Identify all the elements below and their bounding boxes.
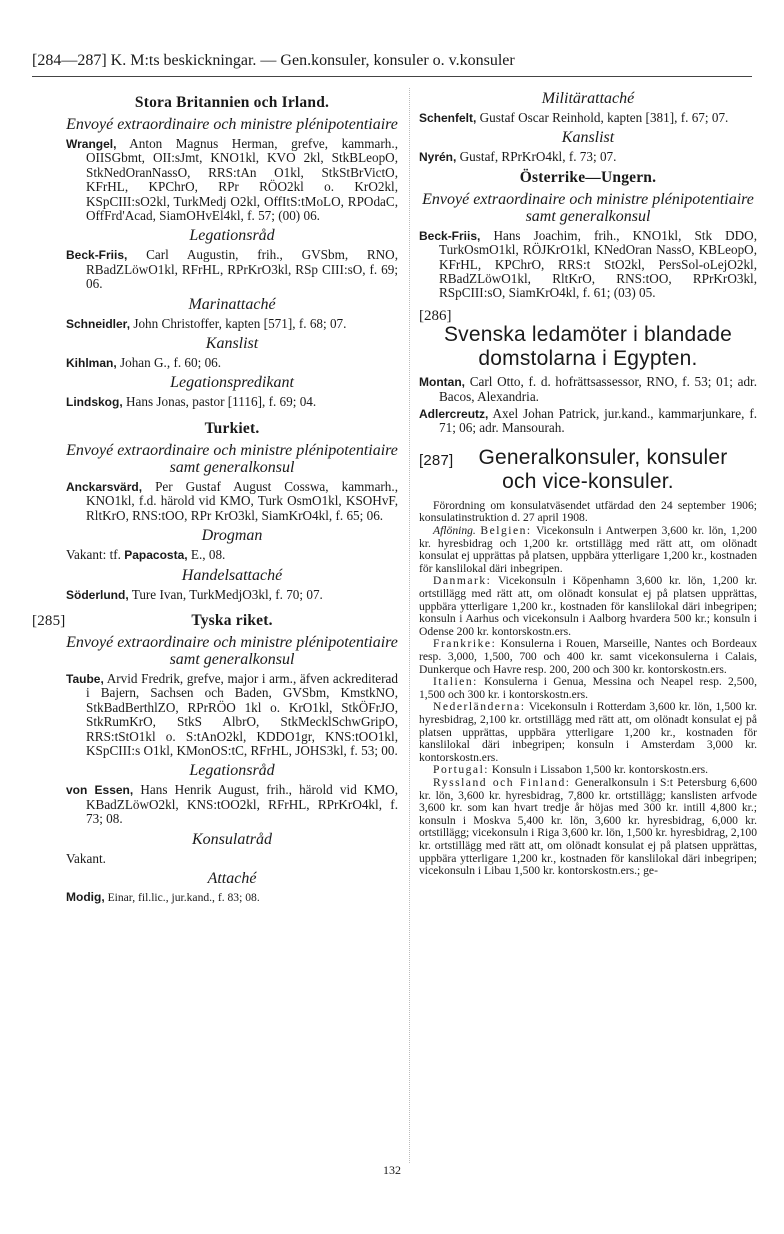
- subhead-gb-envoy: Envoyé extraordinaire och ministre plénipotentiaire: [66, 116, 398, 133]
- subhead-gb-marinattache: Marinattaché: [188, 295, 276, 313]
- label-country: Ryssland och Finland:: [433, 775, 571, 789]
- entry-adlercreutz: [419, 407, 757, 436]
- section-ref: [287]: [419, 451, 454, 469]
- entry-name: Montan,: [419, 375, 465, 390]
- section-title-tyska: [32, 611, 398, 630]
- entry-text: Ture Ivan, TurkMedjO3kl, f. 70; 07.: [131, 586, 323, 602]
- section-ref: [286]: [419, 307, 452, 324]
- entry-name: Taube,: [66, 671, 104, 686]
- label-country: Nederländerna:: [433, 700, 526, 714]
- right-column: [419, 90, 757, 878]
- entry-name: Beck-Friis,: [66, 248, 128, 263]
- entry-text: Gustaf Oscar Reinhold, kapten [381], f. 67; 07.: [479, 110, 729, 125]
- entry-name: Wrangel,: [66, 137, 117, 151]
- entry-nyren: [419, 150, 757, 164]
- entry-beck-friis-carl: [66, 248, 398, 291]
- running-header: [284—287] K. M:ts beskickningar. — Gen.konsuler, konsuler o. v.konsuler: [32, 52, 515, 69]
- vakant-prefix: Vakant: tf.: [66, 547, 121, 563]
- subhead-kanslist: Kanslist: [561, 129, 615, 147]
- entry-name: Söderlund,: [66, 587, 129, 602]
- entry-name: Beck-Friis,: [419, 228, 481, 243]
- entry-name: Schneidler,: [66, 316, 131, 331]
- entry-soderlund: [66, 588, 398, 602]
- entry-text: Carl Otto, f. d. hofrättsassessor, RNO, f. 53; 01; adr. Bacos, Alexandria.: [439, 374, 757, 404]
- subhead-militarattache: Militärattaché: [541, 90, 635, 107]
- subhead-tr-drogman: Drogman: [201, 527, 263, 545]
- entry-text: E., 08.: [190, 547, 226, 563]
- entry-name: von Essen,: [66, 783, 134, 798]
- entry-name: Lindskog,: [66, 395, 123, 410]
- subhead-de-legationsrad: Legationsråd: [189, 762, 275, 780]
- section-ref: [285]: [32, 612, 66, 629]
- entry-name: Modig,: [66, 889, 105, 904]
- section-title-egypten-2: domstolarna i Egypten.: [478, 347, 698, 371]
- para-italien: [419, 676, 757, 701]
- entry-lindskog: [66, 395, 398, 409]
- konsul-text-block: [419, 500, 757, 878]
- subhead-gb-legationsrad: Legationsråd: [189, 227, 275, 245]
- entry-schenfelt: [419, 111, 757, 125]
- subhead-gb-legationspredikant: Legationspredikant: [170, 374, 294, 392]
- para-danmark: [419, 575, 757, 638]
- label-country: Belgien:: [480, 524, 532, 538]
- subhead-au-envoy: Envoyé extraordinaire och ministre plénipotentiaire samt generalkonsul: [422, 190, 754, 225]
- para-text: Vicekonsuln i Köpenhamn 3,600 kr. lön, 1,200 kr. ortstillägg med rätt att, om olönadt konsulat ej på platsen upprättas, uppbära ytterligare 1,200 kr., kostnaden för kanslilokal däri inbegripen; konsuln i Aarhus och vicekonsuln i Aalborg hvardera 500 kr.; konsuln i Odense 200 kr. kontorskostn.ers.: [419, 574, 757, 638]
- section-title-gb: Stora Britannien och Irland.: [134, 94, 330, 111]
- section-title-generalkonsuler-1: [419, 446, 757, 470]
- section-title-text: Generalkonsuler, konsuler: [478, 445, 728, 469]
- label-country: Portugal:: [433, 763, 490, 777]
- header-rule: [32, 76, 752, 77]
- entry-text: Gustaf, RPrKrO4kl, f. 73; 07.: [459, 149, 617, 165]
- subhead-tr-handelsattache: Handelsattaché: [181, 566, 283, 584]
- para-text: Konsulerna i Rouen, Marseille, Nantes och Bordeaux resp. 3,000, 1,500, 700 och 400 kr. samt vicekonsulerna i Calais, Dunkerque och Havre resp. 200, 200 och 300 kr. kontorskostn.ers.: [419, 637, 757, 676]
- entry-text: Einar, fil.lic., jur.kand., f. 83; 08.: [107, 890, 260, 904]
- section-title-text: Tyska riket.: [191, 611, 273, 629]
- entry-text: Axel Johan Patrick, jur.kand., kammarjunkare, f. 71; 06; adr. Mansourah.: [439, 406, 758, 436]
- section-ref-286: [419, 309, 757, 323]
- entry-name: Schenfelt,: [419, 111, 477, 125]
- label-country: Frankrike:: [433, 637, 497, 651]
- entry-von-essen: [66, 783, 398, 826]
- label-country: Italien:: [433, 675, 478, 689]
- entry-beck-friis-hans: [419, 229, 757, 301]
- entry-taube: [66, 672, 398, 758]
- section-title-osterrike: Österrike—Ungern.: [519, 168, 657, 186]
- para-text: Konsulerna i Genua, Messina och Neapel resp. 2,500, 1,500 och 300 kr. i kontorskostn.ers.: [419, 675, 757, 701]
- para-ryssland: [419, 777, 757, 878]
- column-divider: [409, 88, 410, 1163]
- entry-name: Anckarsvärd,: [66, 479, 143, 494]
- entry-name: Kihlman,: [66, 356, 117, 371]
- entry-name: Papacosta,: [124, 548, 188, 563]
- para-forordning: Förordning om konsulatväsendet utfärdad den 24 september 1906; konsulatinstruktion d. 27 april 1908.: [419, 498, 757, 525]
- label-country: Danmark:: [433, 574, 492, 588]
- section-title-egypten-1: Svenska ledamöter i blandade: [443, 323, 733, 347]
- entry-name: Adlercreutz,: [419, 407, 489, 422]
- para-belgien: [419, 525, 757, 575]
- entry-kihlman: [66, 356, 398, 370]
- entry-text: Johan G., f. 60; 06.: [119, 355, 222, 371]
- para-text: Vicekonsuln i Rotterdam 3,600 kr. lön, 1,500 kr. hyresbidrag, 2,100 kr. ortstillägg med rätt att, om olönadt konsulat ej på platsen upprättas, uppbära ytterligare 1,200 kr., kostnaden för kanslilokal däri inbegripen; konsuln i Amsterdam 3,000 kr. kontorskostn.ers.: [419, 700, 757, 764]
- para-text: Vicekonsuln i Antwerpen 3,600 kr. lön, 1,200 kr. hyresbidrag och 1,200 kr. ortstillägg med rätt att, om olönadt konsulat ej upprättas på platsen, uppbära ytterligare 1,200 kr., kostnaden för kanslilokal däri inbegripen.: [419, 524, 757, 575]
- subhead-tr-envoy: Envoyé extraordinaire och ministre plénipotentiaire samt generalkonsul: [66, 441, 398, 476]
- para-frankrike: [419, 638, 757, 676]
- subhead-de-konsulatrad: Konsulatråd: [191, 830, 272, 848]
- entry-text: Hans Joachim, frih., KNO1kl, Stk DDO, TurkOsmO1kl, RÖJKrO1kl, KNedOran NassO, KBLeopO, KFrHL, KPChrO, RRS:t StO2kl, PersSol-oLejO2kl, RBadZLöwO1kl, RltKrO, RNS:tOO, RPrKrO3kl, RSpCIII:sO, SiamKrO4kl, f. 61; (03) 05.: [439, 227, 757, 301]
- page-number: 132: [383, 1163, 401, 1177]
- entry-anckarsvard: [66, 480, 398, 523]
- section-title-generalkonsuler-2: och vice-konsuler.: [502, 469, 674, 493]
- left-column: [32, 90, 399, 908]
- entry-papacosta: [66, 548, 398, 562]
- entry-text: Hans Jonas, pastor [1116], f. 69; 04.: [125, 394, 317, 410]
- para-text: Konsuln i Lissabon 1,500 kr. kontorskostn.ers.: [491, 763, 709, 777]
- entry-text: Anton Magnus Herman, grefve, kammarh., OIISGbmt, OII:sJmt, KNO1kl, KVO 2kl, StkBLeopO, StkNedOranNassO, RRS:tAn O1kl, StkStBrVictO, KFrHL, KPChrO, RPr RÖO2kl o. KrO2kl, KSpCIII:sO2kl, TurkMedj O2kl, OffItS:tMoLO, RPOdaC, OffFrd'Acad, SiamOHvEl4kl, f. 57; (00) 06.: [86, 136, 398, 224]
- entry-vakant: Vakant.: [66, 850, 106, 866]
- entry-text: Per Gustaf August Cosswa, kammarh., KNO1kl, f.d. härold vid KMO, Turk OsmO1kl, KSOHvF, RltKrO, RNS:tOO, RPr KrO3kl, SiamKrO4kl, f. 65; 06.: [86, 478, 398, 523]
- entry-text: Hans Henrik August, frih., härold vid KMO, KBadZLöwO2kl, KNS:tOO2kl, RFrHL, RPrKrO4kl, f. 73; 08.: [86, 782, 399, 827]
- entry-text: John Christoffer, kapten [571], f. 68; 07.: [133, 315, 347, 331]
- entry-schneidler: [66, 317, 398, 331]
- subhead-de-attache: Attaché: [207, 869, 257, 887]
- subhead-gb-kanslist: Kanslist: [205, 335, 259, 353]
- entry-text: Arvid Fredrik, grefve, major i arm., äfven ackrediterad i Bajern, Sachsen och Baden, GVSbm, KmstkNO, StkBadBerthlZO, RPrRÖO 1kl o. KrO1kl, StkÖFrJO, StkRumKrO, StkS AlbrO, StkMecklSchwGripO, RRS:tStO1kl o. S:tAnO2kl, KDDO1gr, KNS:tOO1kl, KSpCIII:s O1kl, KMonOS:tC, RFrHL, JOHS3kl, f. 53; 00.: [86, 670, 398, 758]
- subhead-de-envoy: Envoyé extraordinaire och ministre plénipotentiaire samt generalkonsul: [66, 633, 398, 668]
- para-text: Generalkonsuln i S:t Petersburg 6,600 kr. lön, 3,600 kr. hyresbidrag, 7,800 kr. ortstillägg; kanslisten arfvode 3,600 kr. som kan hvart tredje år höjas med 300 kr. intill 4,800 kr.; konsuln i Moskva 5,400 kr. lön, 3,600 kr. hyresbidrag, 6,000 kr. ortstillägg; vicekonsuln i Riga 3,600 kr. lön, 1,500 kr. hyresbidrag, 2,100 kr. ortstillägg med rätt att, om olönadt konsulat ej på platsen upprättas, uppbära ytterligare 1,200 kr., kostnaden för kanslilokal däri inbegripen; vicekonsuln i Libau 1,500 kr. kontorskostn.ers.; ge-: [419, 775, 757, 878]
- label-aflonng: Aflöning.: [433, 524, 476, 538]
- section-title-turkiet: Turkiet.: [204, 419, 260, 437]
- entry-wrangel: [66, 137, 398, 223]
- entry-text: Carl Augustin, frih., GVSbm, RNO, RBadZLöwO1kl, RFrHL, RPrKrO3kl, RSp CIII:sO, f. 69; 06.: [86, 247, 399, 292]
- entry-montan: [419, 375, 757, 404]
- entry-name: Nyrén,: [419, 150, 457, 165]
- para-nederlanderna: [419, 701, 757, 764]
- entry-modig: [66, 891, 398, 905]
